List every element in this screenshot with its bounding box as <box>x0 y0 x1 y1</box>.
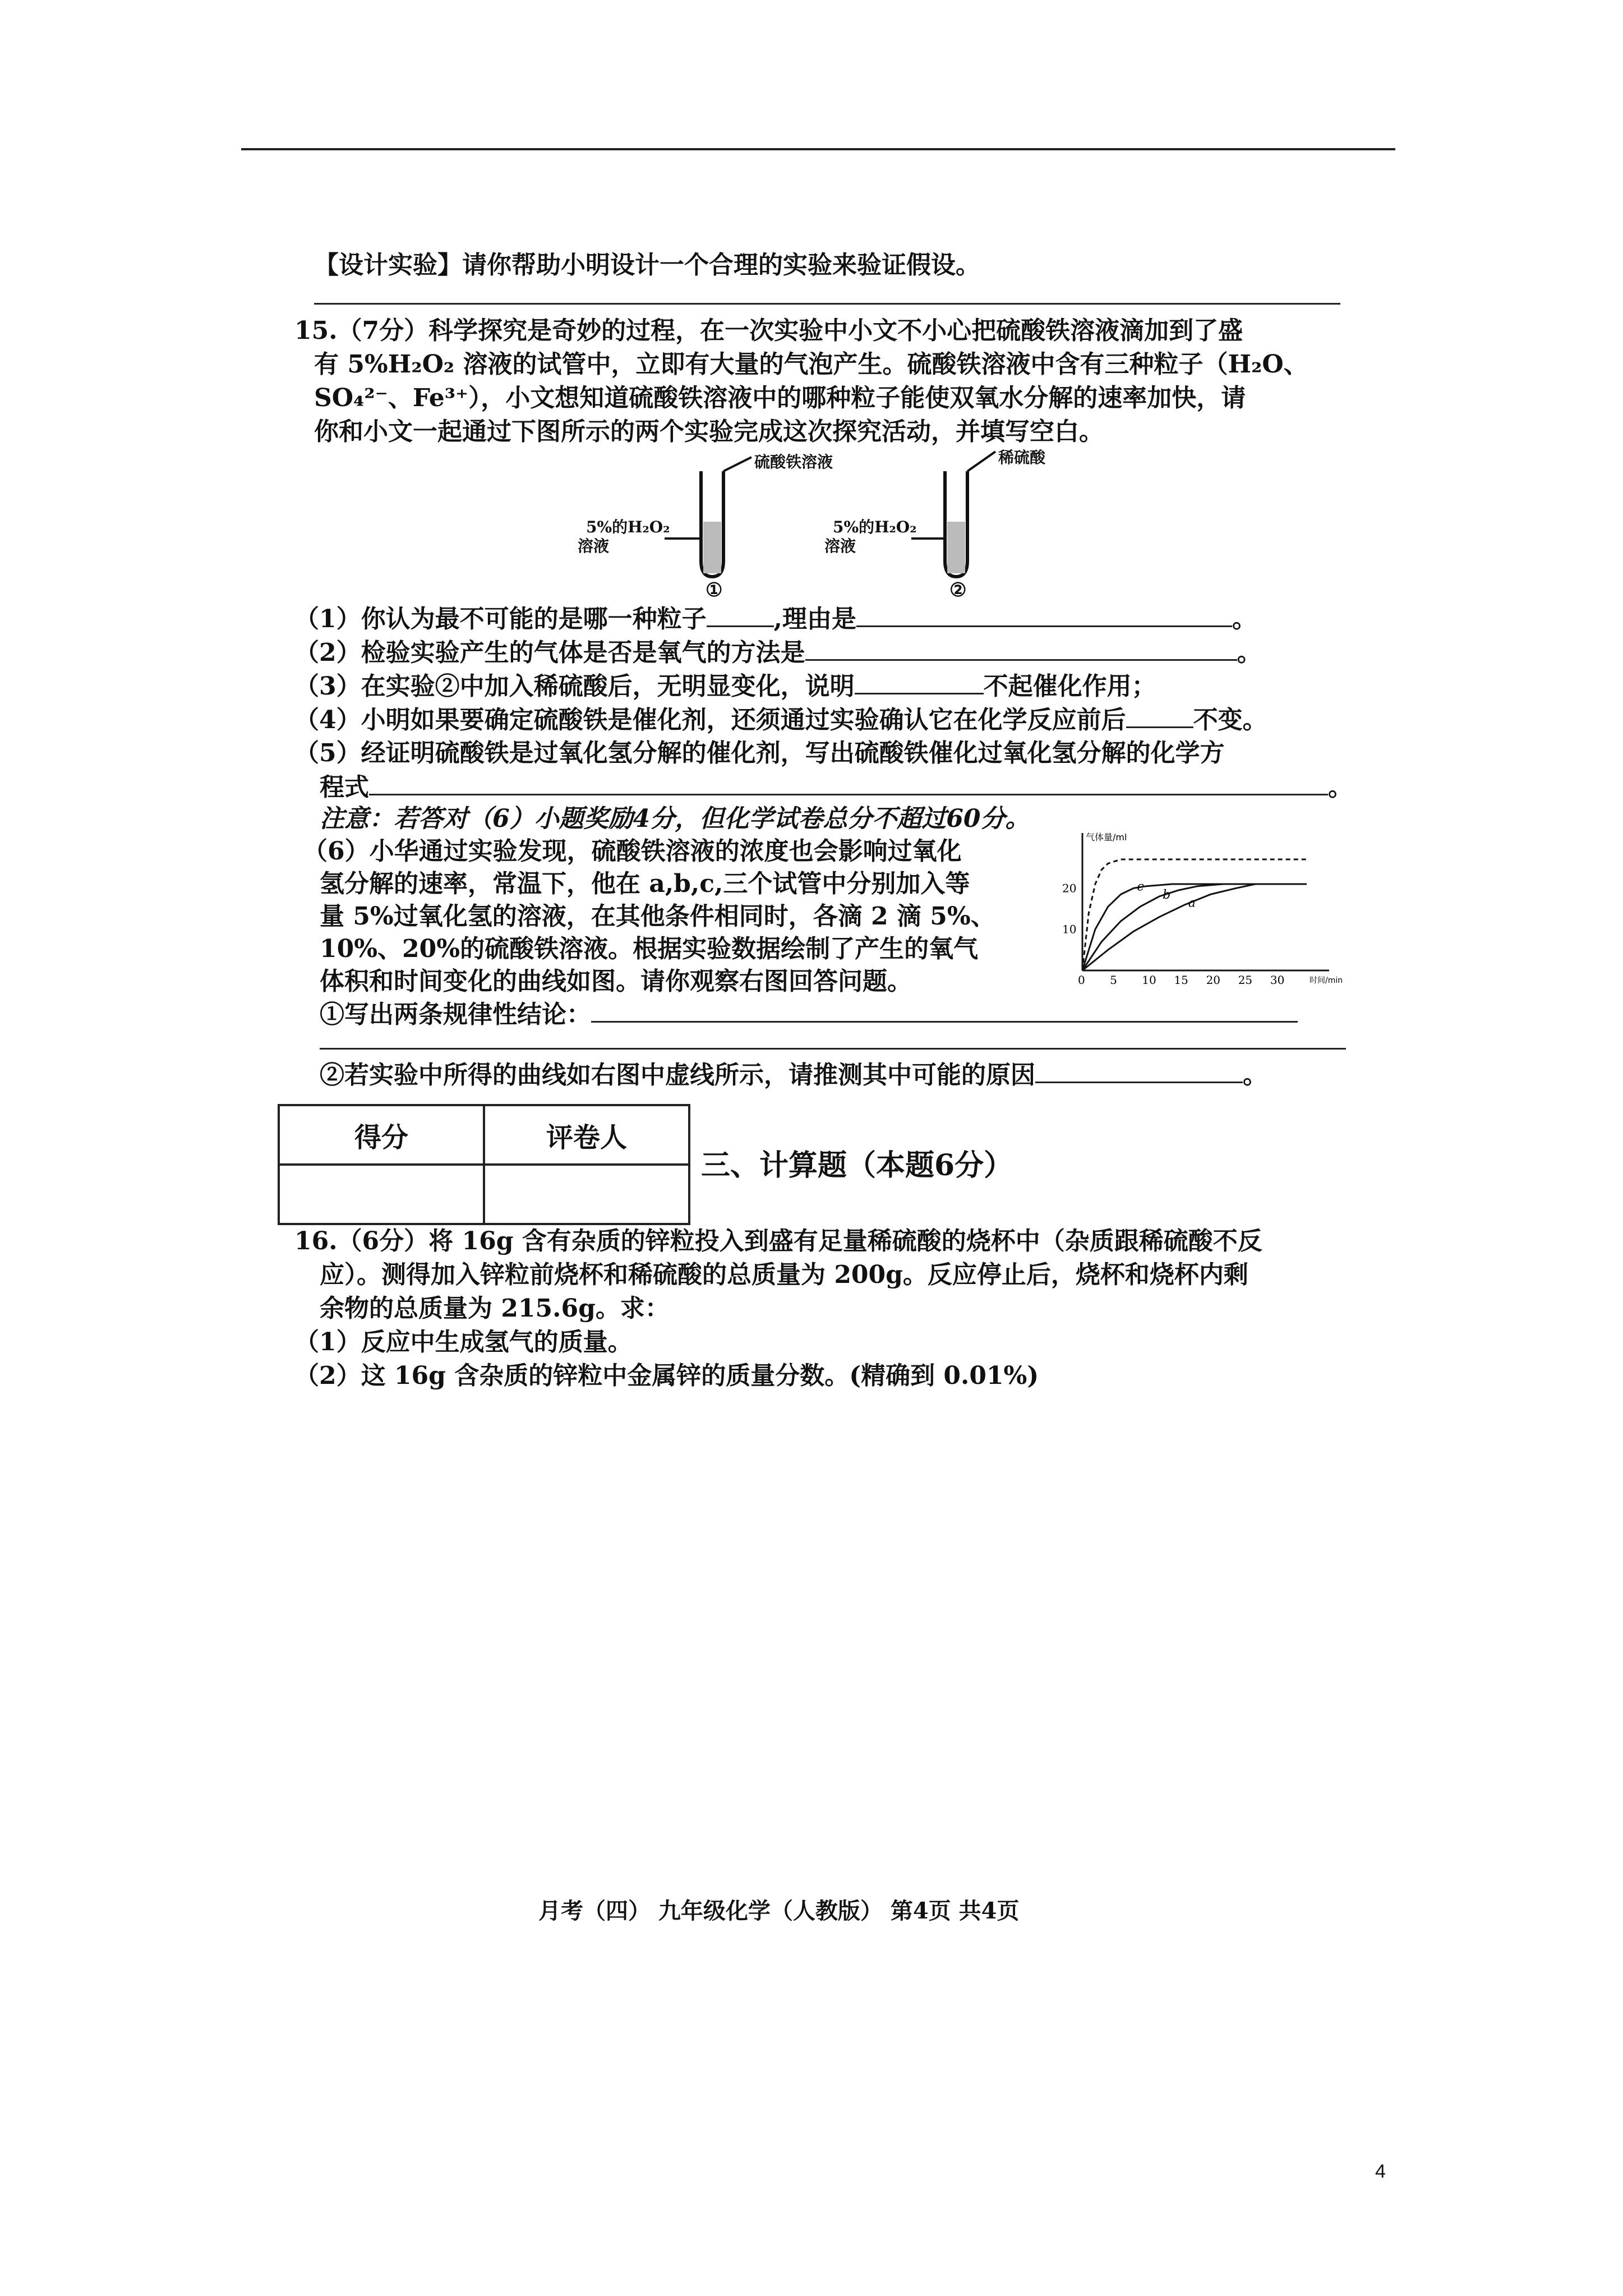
tube-2-dropper <box>967 452 995 471</box>
item-1-reason-label: ,理由是 <box>773 605 856 633</box>
item-3-text-b: 不起催化作用； <box>983 672 1156 701</box>
item-6-q1-blank[interactable] <box>591 999 1298 1023</box>
item-6-q1-blank-2[interactable] <box>320 1048 1346 1050</box>
series-label-a: a <box>1188 896 1196 910</box>
grading-table <box>278 1104 690 1225</box>
q16-line-5: （2）这 16g 含杂质的锌粒中金属锌的质量分数。(精确到 0.01%) <box>294 1361 1039 1390</box>
item-4-text: （4）小明如果要确定硫酸铁是催化剂，还须通过实验确认它在化学反应前后 <box>294 706 1126 734</box>
chart-svg <box>1054 830 1368 999</box>
x-tick-label: 25 <box>1238 973 1253 987</box>
item-3-blank[interactable] <box>855 670 984 694</box>
answer-line[interactable] <box>314 303 1340 305</box>
q15-line-3: SO₄²⁻、Fe³⁺），小文想知道硫酸铁溶液中的哪种粒子能使双氧水分解的速率加快，请 <box>314 384 1246 412</box>
section-3-title: 三、计算题（本题6分） <box>701 1148 1013 1182</box>
item-6-line-3: 量 5%过氧化氢的溶液，在其他条件相同时，各滴 2 滴 5%、 <box>320 902 995 931</box>
q16-line-2: 应）。测得加入锌粒前烧杯和稀硫酸的总质量为 200g。反应停止后，烧杯和烧杯内剩 <box>320 1260 1248 1289</box>
item-6-q2 <box>320 1059 1267 1091</box>
item-6-q1-text: ①写出两条规律性结论： <box>320 1000 591 1029</box>
item-6-line-5: 体积和时间变化的曲线如图。请你观察右图回答问题。 <box>320 967 912 996</box>
item-5-end: 。 <box>1328 773 1353 802</box>
q15-line-1: 15.（7分）科学探究是奇妙的过程，在一次实验中小文不小心把硫酸铁溶液滴加到了盛 <box>294 316 1243 345</box>
q15-item-2 <box>294 637 1262 669</box>
x-tick-label: 5 <box>1110 973 1117 987</box>
q15-item-1 <box>294 603 1257 635</box>
x-tick-label: 10 <box>1142 973 1156 987</box>
x-axis-label: 时间/min <box>1310 976 1343 985</box>
tube-1-solution-label: 5%的H₂O₂ <box>586 518 670 536</box>
item-1-end: 。 <box>1232 605 1257 633</box>
item-2-blank[interactable] <box>805 637 1237 661</box>
item-6-line-4: 10%、20%的硫酸铁溶液。根据实验数据绘制了产生的氧气 <box>320 935 979 963</box>
y-tick-label: 10 <box>1062 922 1077 936</box>
q15-item-3 <box>294 670 1156 702</box>
item-2-end: 。 <box>1237 638 1262 667</box>
tube-1-dropper <box>723 457 751 471</box>
grader-cell[interactable] <box>484 1165 689 1224</box>
q15-item-5: （5）经证明硫酸铁是过氧化氢分解的催化剂，写出硫酸铁催化过氧化氢分解的化学方 <box>294 739 1225 767</box>
item-5-blank[interactable] <box>369 771 1328 795</box>
page-number: 4 <box>1375 2161 1386 2182</box>
q15-item-4 <box>294 704 1267 736</box>
tube-1-reagent-label: 硫酸铁溶液 <box>754 453 833 471</box>
y-axis-label: 气体量/ml <box>1086 832 1127 843</box>
item-6-q2-text: ②若实验中所得的曲线如右图中虚线所示，请推测其中可能的原因 <box>320 1061 1035 1089</box>
q15-line-4: 你和小文一起通过下图所示的两个实验完成这次探究活动，并填写空白。 <box>314 417 1104 446</box>
item-2-text: （2）检验实验产生的气体是否是氧气的方法是 <box>294 638 805 667</box>
x-tick-label: 0 <box>1078 973 1085 987</box>
item-4-text-b: 不变。 <box>1193 706 1267 734</box>
tube-2-solution-label: 5%的H₂O₂ <box>833 518 917 536</box>
tube-1-number: ① <box>706 579 723 601</box>
grader-header: 评卷人 <box>484 1105 689 1165</box>
item-1-text: （1）你认为最不可能的是哪一种粒子 <box>294 605 707 633</box>
item-6-q2-end: 。 <box>1243 1061 1267 1089</box>
q16-line-4: （1）反应中生成氢气的质量。 <box>294 1328 633 1356</box>
item-3-text: （3）在实验②中加入稀硫酸后，无明显变化，说明 <box>294 672 855 701</box>
item-1-blank-particle[interactable] <box>707 603 774 627</box>
series-label-b: b <box>1163 888 1171 902</box>
series-label-c: c <box>1137 880 1144 894</box>
x-tick-label: 30 <box>1270 973 1285 987</box>
page-footer: 月考（四） 九年级化学（人教版） 第4页 共4页 <box>538 1898 1020 1924</box>
item-6-q2-blank[interactable] <box>1035 1059 1243 1083</box>
tube-1-solution-label-2: 溶液 <box>578 537 610 555</box>
header-rule <box>241 148 1395 150</box>
score-cell[interactable] <box>279 1165 484 1224</box>
gas-volume-chart <box>1054 830 1368 999</box>
item-6-line-1: （6）小华通过实验发现，硫酸铁溶液的浓度也会影响过氧化 <box>303 837 962 866</box>
x-tick-label: 15 <box>1174 973 1188 987</box>
tube-2-number: ② <box>949 579 967 601</box>
design-experiment-heading: 【设计实验】请你帮助小明设计一个合理的实验来验证假设。 <box>314 251 980 279</box>
item-6-line-2: 氢分解的速率，常温下，他在 a,b,c,三个试管中分别加入等 <box>320 869 970 898</box>
q15-item-5-b <box>320 771 1353 803</box>
tube-2-reagent-label: 稀硫酸 <box>998 448 1046 467</box>
q16-line-3: 余物的总质量为 215.6g。求： <box>320 1294 670 1323</box>
y-tick-label: 20 <box>1062 881 1077 895</box>
series-line-dashed <box>1082 859 1307 970</box>
tube-2-solution-label-2: 溶液 <box>824 537 856 555</box>
test-tube-figure <box>538 449 1099 606</box>
tube-2-liquid <box>947 522 965 573</box>
score-header: 得分 <box>279 1105 484 1165</box>
item-4-blank[interactable] <box>1126 704 1193 728</box>
item-5-label: 程式 <box>320 773 369 802</box>
item-6-q1 <box>320 999 1298 1030</box>
q15-line-2: 有 5%H₂O₂ 溶液的试管中，立即有大量的气泡产生。硫酸铁溶液中含有三种粒子（H₂O、 <box>314 350 1308 379</box>
q16-line-1: 16.（6分）将 16g 含有杂质的锌粒投入到盛有足量稀硫酸的烧杯中（杂质跟稀硫酸不反 <box>294 1227 1262 1255</box>
tube-1-liquid <box>703 522 721 573</box>
bonus-note: 注意：若答对（6）小题奖励4分，但化学试卷总分不超过60分。 <box>320 804 1030 833</box>
item-1-blank-reason[interactable] <box>856 603 1232 627</box>
x-tick-label: 20 <box>1206 973 1221 987</box>
